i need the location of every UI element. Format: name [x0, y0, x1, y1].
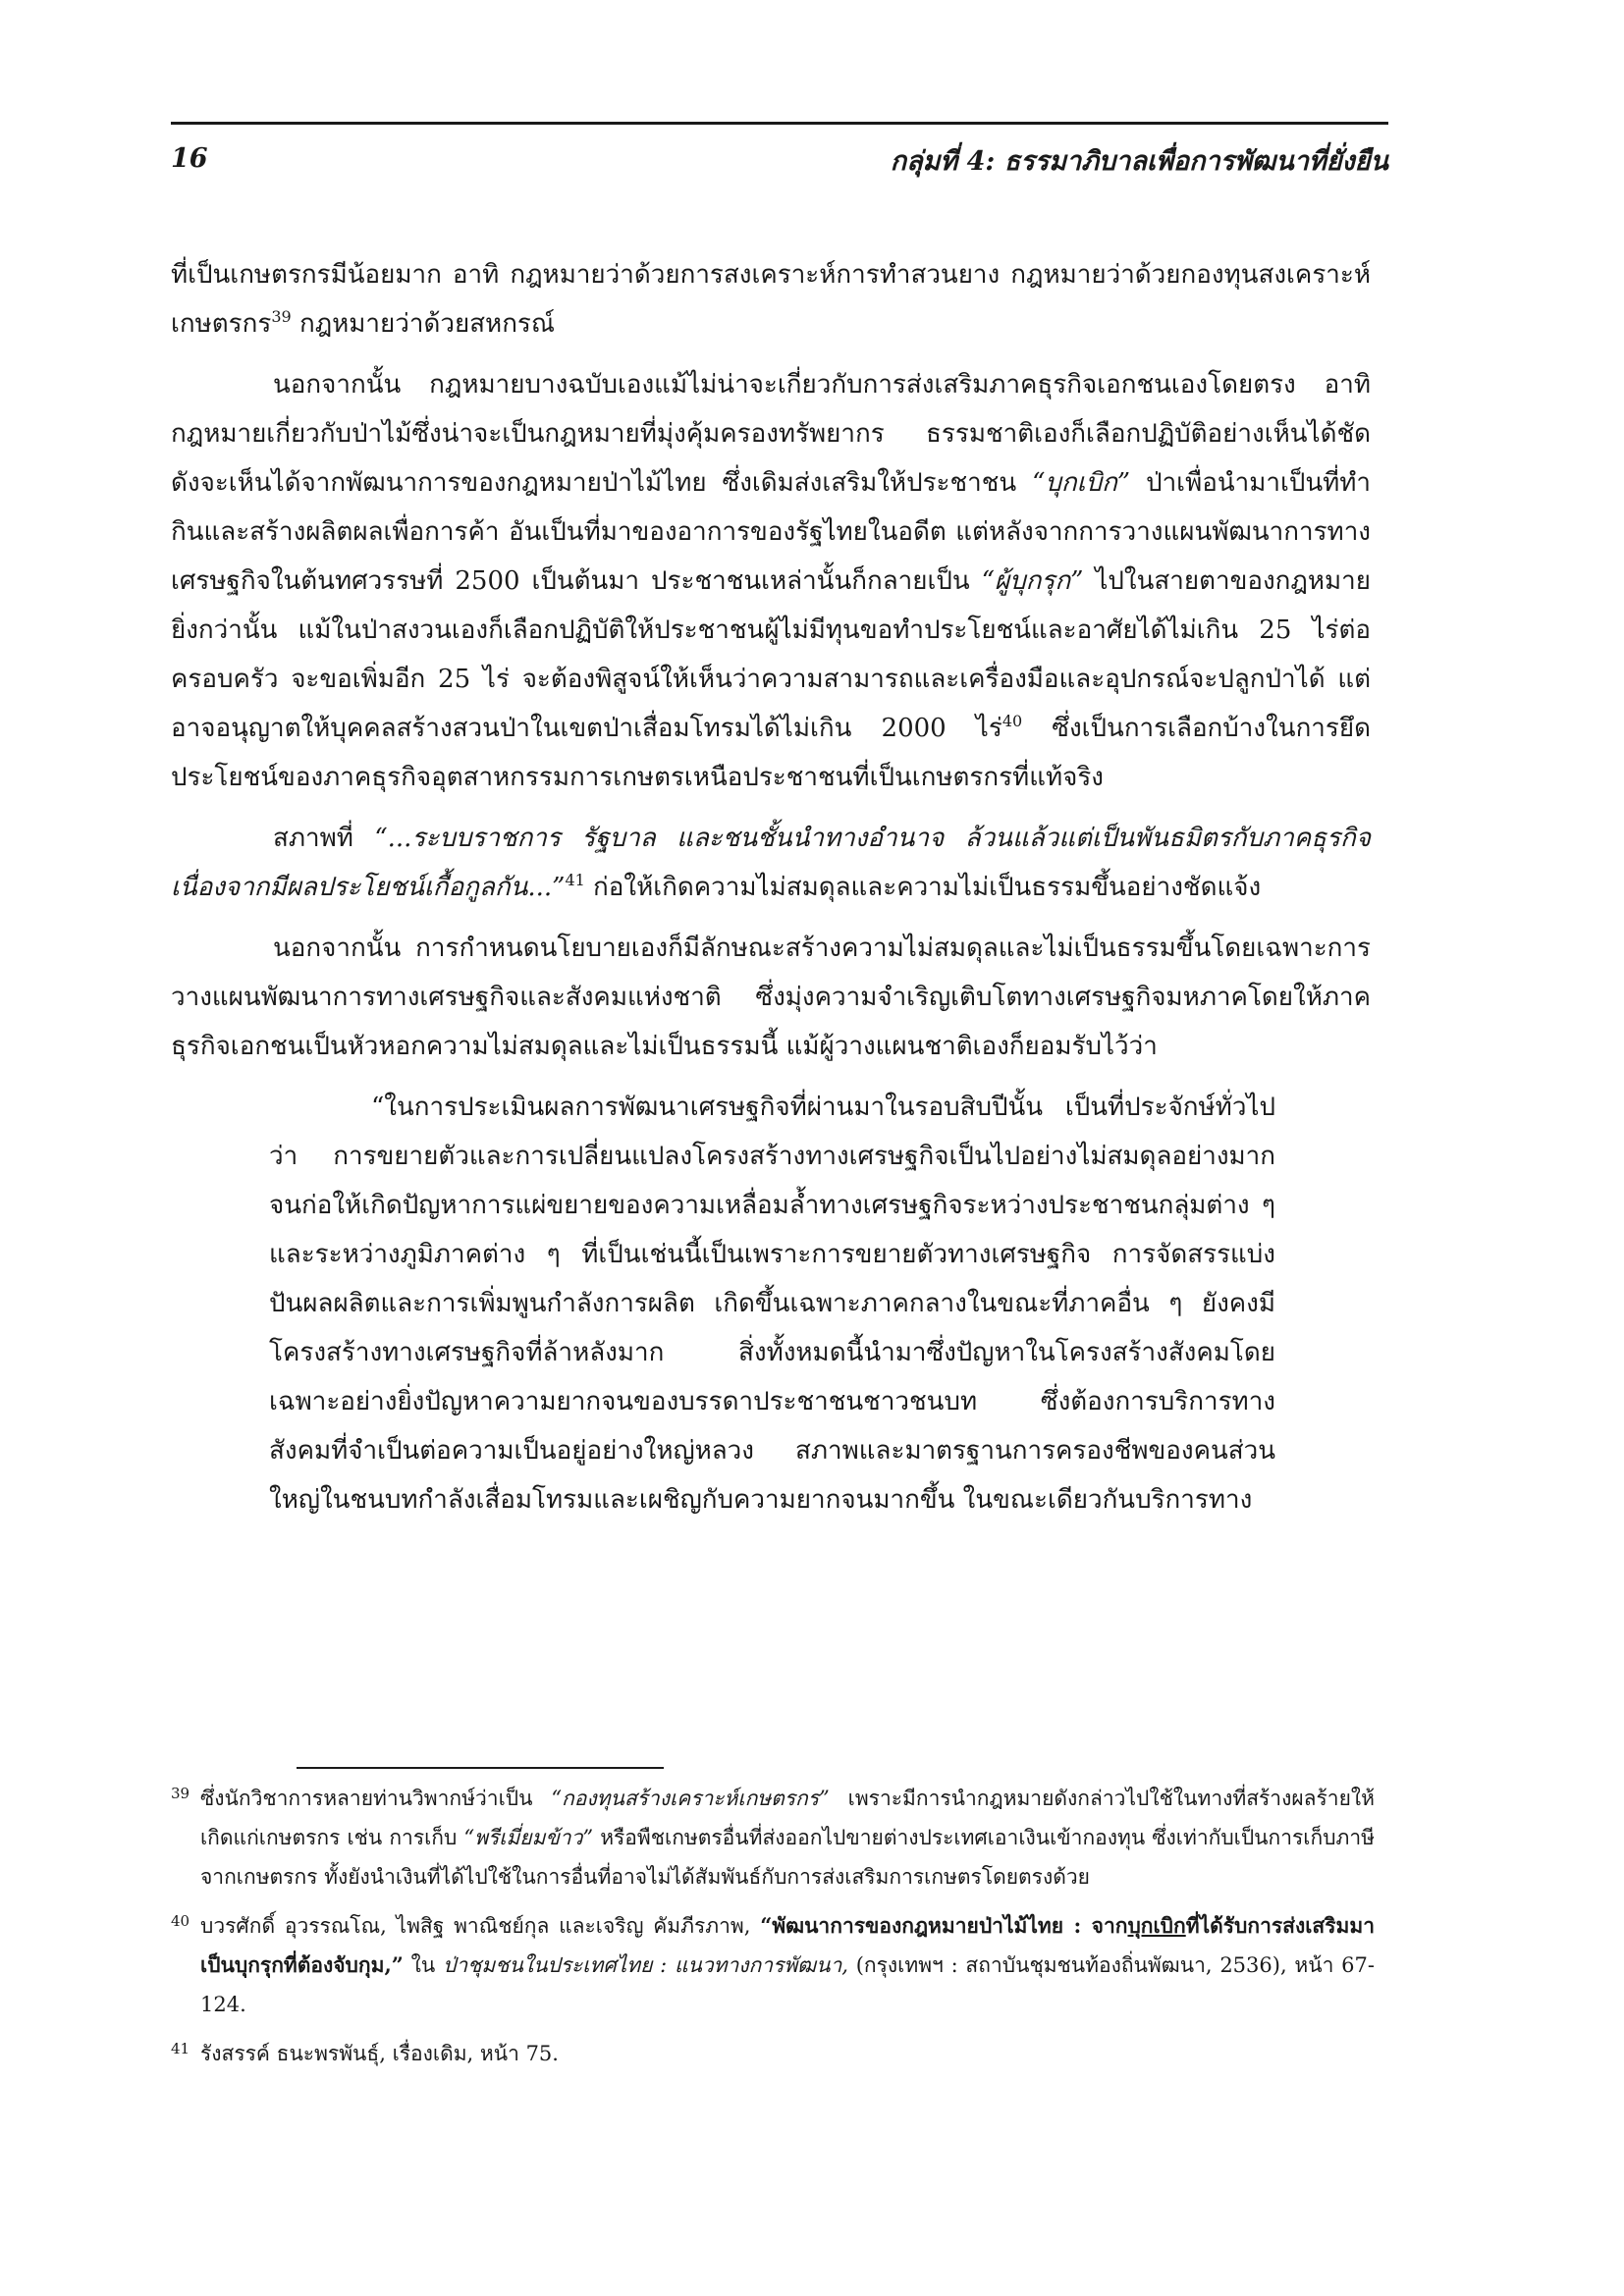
- block-quote: “ในการประเมินผลการพัฒนาเศรษฐกิจที่ผ่านมาในรอบสิบปีนั้น เป็นที่ประจักษ์ทั่วไปว่า การขยายตัวและการเปลี่ยนแปลงโครงสร้างทางเศรษฐกิจเป็นไปอย่างไม่สมดุลอย่างมาก จนก่อให้เกิดปัญหาการแผ่ขยายของความเหลื่อมล้ำทางเศรษฐกิจระหว่างประชาชนกลุ่มต่าง ๆ และระหว่างภูมิภาคต่าง ๆ ที่เป็นเช่นนี้เป็นเพราะการขยายตัวทางเศรษฐกิจ การจัดสรรแบ่งปันผลผลิตและการเพิ่มพูนกำลังการผลิต เกิดขึ้นเฉพาะภาคกลางในขณะที่ภาคอื่น ๆ ยังคงมีโครงสร้างทางเศรษฐกิจที่ล้าหลังมาก สิ่งทั้งหมดนี้นำมาซึ่งปัญหาในโครงสร้างสังคมโดยเฉพาะอย่างยิ่งปัญหาความยากจนของบรรดาประชาชนชาวชนบท ซึ่งต้องการบริการทางสังคมที่จำเป็นต่อความเป็นอยู่อย่างใหญ่หลวง สภาพและมาตรฐานการครองชีพของคนส่วนใหญ่ในชนบทกำลังเสื่อมโทรมและเผชิญกับความยากจนมากขึ้น ในขณะเดียวกันบริการทาง: [269, 1093, 1275, 1515]
- footnote-segment: บวรศักดิ์ อุวรรณโณ, ไพสิฐ พาณิชย์กุล และเจริญ คัมภีรภาพ,: [200, 1914, 761, 1938]
- paragraph-2: [171, 360, 1371, 802]
- paragraph-4: นอกจากนั้น การกำหนดนโยบายเองก็มีลักษณะสร้างความไม่สมดุลและไม่เป็นธรรมขึ้นโดยเฉพาะการวางแผนพัฒนาการทางเศรษฐกิจและสังคมแห่งชาติ ซึ่งมุ่งความจำเริญเติบโตทางเศรษฐกิจมหภาคโดยให้ภาคธุรกิจเอกชนเป็นหัวหอกความไม่สมดุลและไม่เป็นธรรมนี้ แม้ผู้วางแผนชาติเองก็ยอมรับไว้ว่า: [171, 934, 1371, 1061]
- quoted-phrase: “...ระบบราชการ รัฐบาล และชนชั้นนำทางอำนาจ ล้วนแล้วแต่เป็นพันธมิตรกับภาคธุรกิจเนื่องจากมีผลประโยชน์เกื้อกูลกัน...”: [171, 824, 1371, 902]
- paragraph-3: [171, 814, 1371, 912]
- footnote-ref-41: 41: [565, 871, 585, 889]
- footnote-segment: หรือพืชเกษตรอื่นที่ส่งออกไปขายต่างประเทศเอาเงินเข้ากองทุน ซึ่งเท่ากับเป็นการเก็บภาษีจากเกษตรกร ทั้งยังนำเงินที่ได้ไปใช้ในการอื่นที่อาจไม่ได้สัมพันธ์กับการส่งเสริมการเกษตรโดยตรงด้วย: [200, 1826, 1376, 1889]
- footnotes: [171, 1779, 1375, 2083]
- footnote-41: [171, 2034, 1375, 2073]
- footnote-text: [200, 1779, 1375, 1896]
- footnote-number: 41: [171, 2040, 190, 2057]
- paragraph-text: สภาพที่: [273, 824, 375, 853]
- footnote-segment: ซึ่งนักวิชาการหลายท่านวิพากษ์ว่าเป็น: [200, 1787, 552, 1810]
- paragraph-text: นอกจากนั้น กฎหมายบางฉบับเองแม้ไม่น่าจะเกี่ยวกับการส่งเสริมภาคธุรกิจเอกชนเองโดยตรง อาทิ กฎหมายเกี่ยวกับป่าไม้ซึ่งน่าจะเป็นกฎหมายที่มุ่งคุ้มครองทรัพยากร ธรรมชาติเองก็เลือกปฏิบัติอย่างเห็นได้ชัด ดังจะเห็นได้จากพัฒนาการของกฎหมายป่าไม้ไทย ซึ่งเดิมส่งเสริมให้ประชาชน: [171, 370, 1371, 498]
- footnote-text: [200, 1906, 1375, 2024]
- footnote-title: ที่ได้รับการส่งเสริมมาเป็นบุกรุกที่ต้องจับกุม,”: [200, 1913, 1375, 1977]
- footnote-ref-40: 40: [1001, 712, 1023, 730]
- footnote-number: 39: [171, 1785, 190, 1802]
- footnote-separator: [297, 1767, 664, 1769]
- footnote-number: 40: [171, 1912, 190, 1930]
- footnote-segment: (กรุงเทพฯ : สถาบันชุมชนท้องถิ่นพัฒนา, 2536), หน้า 67-124.: [200, 1953, 1375, 2016]
- paragraph-text: ไปในสายตาของกฎหมาย ยิ่งกว่านั้น แม้ในป่าสงวนเองก็เลือกปฏิบัติให้ประชาชนผู้ไม่มีทุนขอทำประโยชน์และอาศัยได้ไม่เกิน 25 ไร่ต่อครอบครัว จะขอเพิ่มอีก 25 ไร่ จะต้องพิสูจน์ให้เห็นว่าความสามารถและเครื่องมือและอุปกรณ์จะปลูกป่าได้ แต่อาจอนุญาตให้บุคคลสร้างสวนป่าในเขตป่าเสื่อมโทรมได้ไม่เกิน 2000 ไร่: [171, 566, 1371, 743]
- footnote-text: รังสรรค์ ธนะพรพันธุ์, เรื่องเดิม, หน้า 75.: [200, 2042, 559, 2065]
- footnote-book-title: ป่าชุมชนในประเทศไทย : แนวทางการพัฒนา,: [442, 1953, 848, 1977]
- running-title: กลุ่มที่ 4: ธรรมาภิบาลเพื่อการพัฒนาที่ยั่งยืน: [890, 146, 1388, 177]
- emphasis-text: “ผู้บุกรุก”: [981, 566, 1084, 596]
- page-number: 16: [171, 143, 208, 174]
- footnote-underlined: บุกเบิก: [1127, 1913, 1186, 1938]
- paragraph-1: [171, 250, 1371, 348]
- emphasis-text: “บุกเบิก”: [1032, 468, 1131, 498]
- paragraph-text: ที่เป็นเกษตรกรมีน้อยมาก อาทิ กฎหมายว่าด้วยการสงเคราะห์การทำสวนยาง กฎหมายว่าด้วยกองทุนสงเคราะห์เกษตรกร: [171, 260, 1371, 339]
- footnote-title: “พัฒนาการของกฎหมายป่าไม้ไทย : จาก: [760, 1913, 1128, 1938]
- paragraph-text: กฎหมายว่าด้วยสหกรณ์: [291, 309, 556, 339]
- paragraph-text: ซึ่งเป็นการเลือกบ้างในการยึดประโยชน์ของภาคธุรกิจอุตสาหกรรมการเกษตรเหนือประชาชนที่เป็นเกษตรกรที่แท้จริง: [171, 714, 1371, 792]
- page-header: [171, 122, 1388, 181]
- paragraph-text: ก่อให้เกิดความไม่สมดุลและความไม่เป็นธรรมขึ้นอย่างชัดแจ้ง: [584, 873, 1262, 902]
- footnote-39: [171, 1779, 1375, 1896]
- footnote-segment: ใน: [403, 1953, 443, 1977]
- paragraph-text: ป่าเพื่อนำมาเป็นที่ทำกินและสร้างผลิตผลเพื่อการค้า อันเป็นที่มาของอาการของรัฐไทยในอดีต แต่หลังจากการวางแผนพัฒนาการทางเศรษฐกิจในต้นทศวรรษที่ 2500 เป็นต้นมา ประชาชนเหล่านั้นก็กลายเป็น: [171, 468, 1371, 596]
- footnote-ref-39: 39: [271, 307, 292, 326]
- body-text: [171, 250, 1371, 1524]
- footnote-segment: เพราะมีการนำกฎหมายดังกล่าวไปใช้ในทางที่สร้างผลร้ายให้เกิดแก่เกษตรกร เช่น การเก็บ: [200, 1787, 1375, 1849]
- footnote-emphasis: “กองทุนสร้างเคราะห์เกษตรกร”: [551, 1787, 830, 1810]
- footnote-40: [171, 1906, 1375, 2024]
- footnote-emphasis: “พรีเมี่ยมข้าว”: [463, 1826, 594, 1849]
